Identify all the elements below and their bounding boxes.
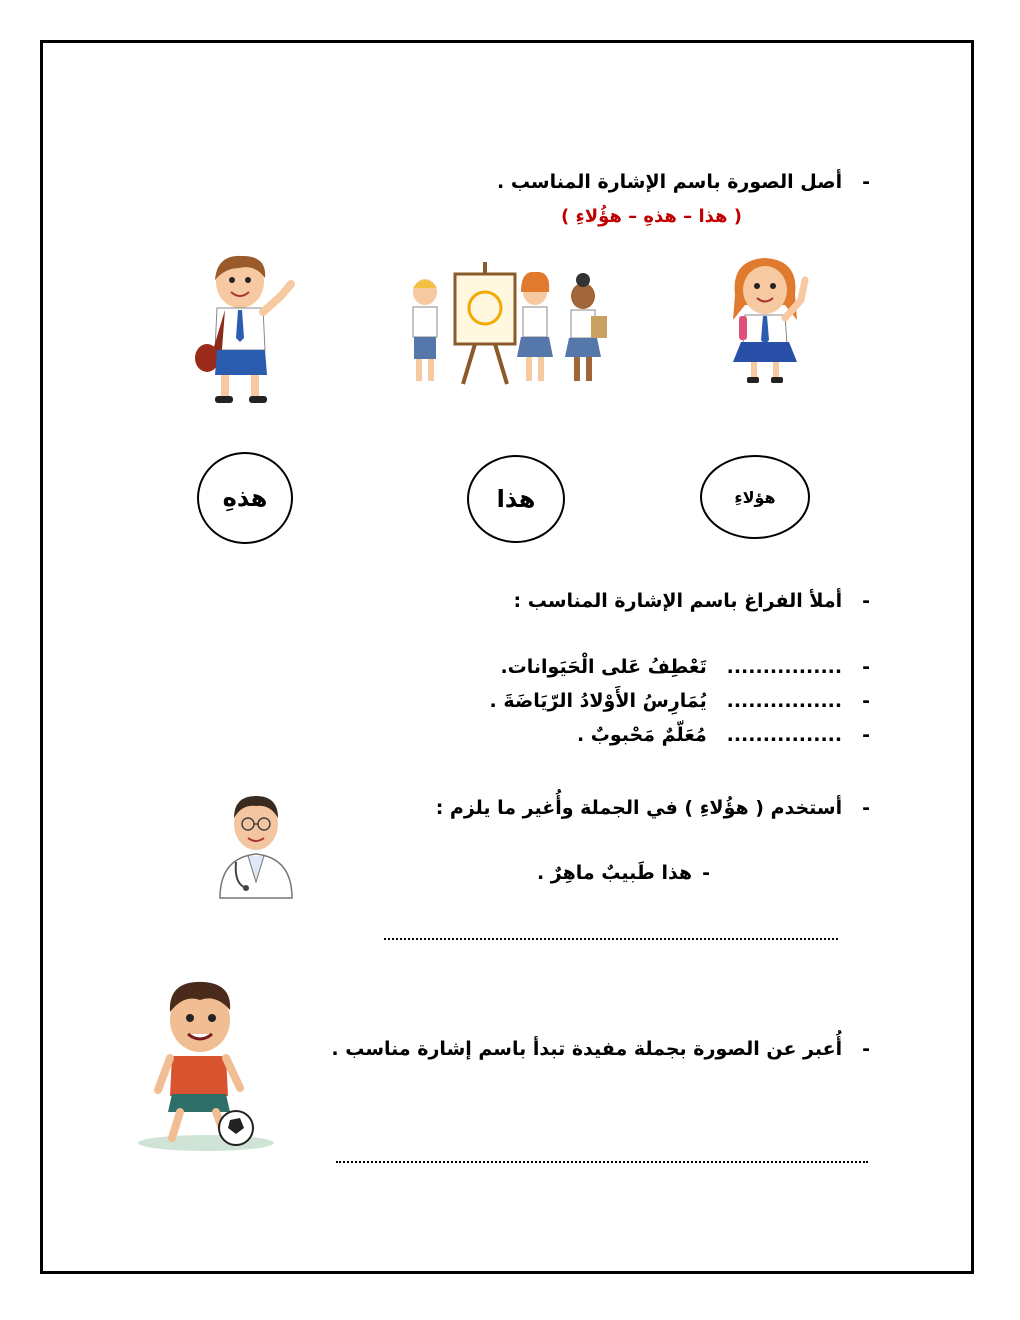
q4-instruction: أُعبر عن الصورة بجملة مفيدة تبدأ باسم إشارة مناسب .: [331, 1038, 843, 1060]
bullet: -: [862, 656, 870, 678]
q2-sentence-row: [577, 724, 870, 746]
q2-instruction: أملأ الفراغ باسم الإشارة المناسب :: [513, 590, 843, 612]
blank-field[interactable]: ................: [726, 656, 843, 678]
boy-illustration: [195, 250, 300, 410]
sentence-text: مُعَلّمٌ مَحْبوبٌ .: [576, 724, 707, 746]
bullet: -: [702, 862, 710, 884]
q4-instruction-line: [331, 1038, 870, 1060]
q3-sentence: هذا طَبيبٌ ماهِرٌ .: [536, 862, 693, 884]
girl-illustration: [715, 250, 815, 390]
bullet: -: [862, 724, 870, 746]
blank-field[interactable]: ................: [726, 724, 843, 746]
kids-group-illustration: [405, 262, 615, 387]
sentence-text: يُمَارِسُ الأَوْلادُ الرّيَاضَةَ .: [489, 690, 707, 712]
blank-field[interactable]: ................: [726, 690, 843, 712]
bullet: -: [862, 690, 870, 712]
bullet: -: [862, 797, 870, 819]
q3-sentence-line: [537, 862, 710, 884]
bullet: -: [862, 590, 870, 612]
doctor-illustration: [212, 786, 300, 898]
answer-line[interactable]: [384, 938, 838, 940]
answer-line[interactable]: [336, 1161, 868, 1163]
q2-instruction-line: [514, 590, 870, 612]
q2-sentence-row: [500, 656, 870, 678]
bullet: -: [862, 171, 870, 193]
q1-choices: ( هذا – هذهِ – هؤُلاءِ ): [561, 206, 742, 227]
oval-label-hathihi[interactable]: هذهِ: [197, 452, 293, 544]
q3-instruction: أستخدم ( هؤُلاءِ ) في الجملة وأُغير ما يلزم :: [435, 797, 843, 819]
oval-label-hawula[interactable]: هؤلاءِ: [700, 455, 810, 539]
bullet: -: [862, 1038, 870, 1060]
oval-label-hatha[interactable]: هذا: [467, 455, 565, 543]
q3-instruction-line: [436, 797, 870, 819]
q1-instruction: أصل الصورة باسم الإشارة المناسب .: [496, 171, 843, 193]
q2-sentence-row: [490, 690, 870, 712]
sentence-text: تَعْطِفُ عَلى الْحَيَوانات.: [500, 656, 707, 678]
soccer-boy-illustration: [136, 978, 276, 1153]
q1-instruction-line: [497, 171, 870, 193]
